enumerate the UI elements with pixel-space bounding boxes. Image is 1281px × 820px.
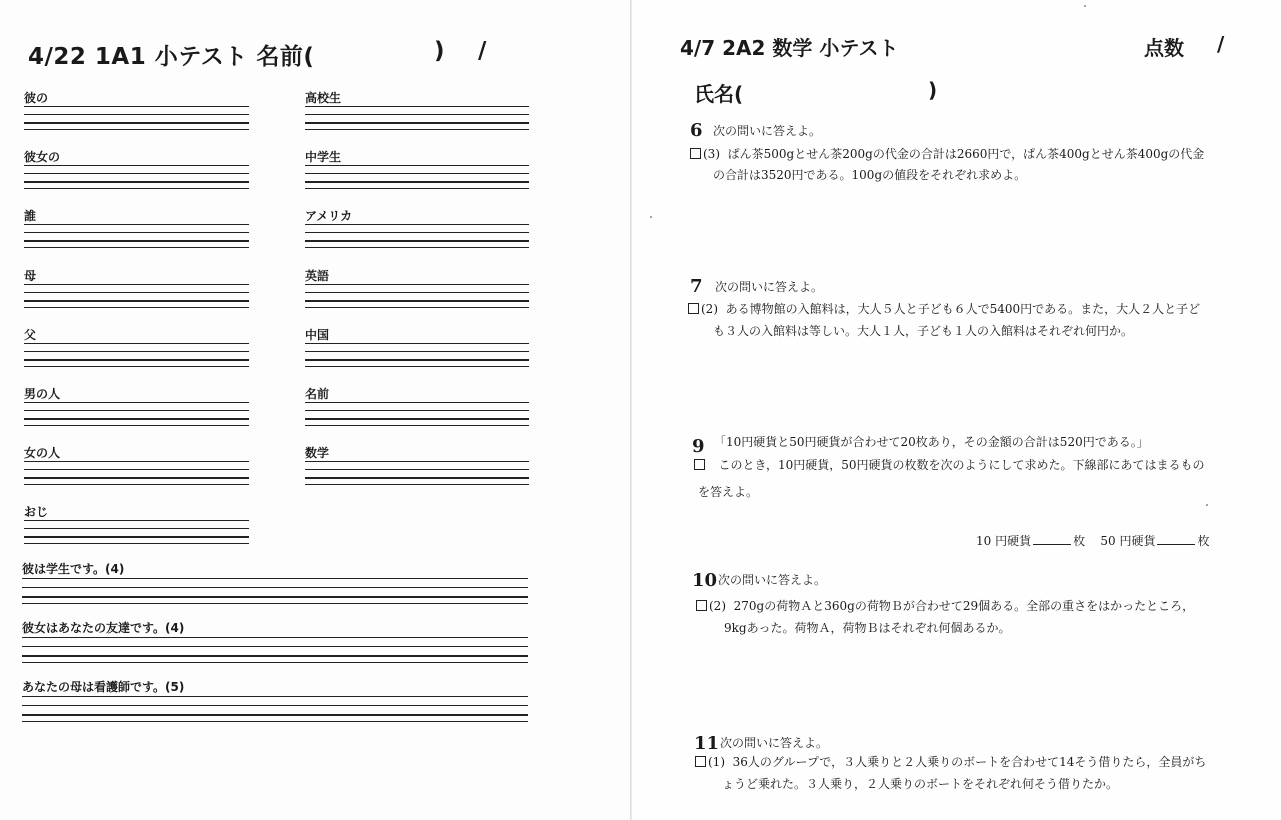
writing-line [305,300,529,302]
writing-line [22,637,528,638]
vocab-word: 彼女の [24,150,61,165]
vocab-word: 誰 [24,209,37,224]
vocab-word: アメリカ [305,209,353,224]
vocab-item [24,208,249,264]
writing-line [305,425,529,426]
writing-line [305,188,529,189]
vocab-word: 母 [24,268,37,283]
vocab-word: 彼の [24,91,49,105]
writing-line [24,173,249,174]
question-prompt: 次の問いに答えよ。 [720,736,829,750]
writing-line [22,603,528,604]
writing-line [24,484,249,485]
writing-line [24,418,249,420]
sentence-item [22,620,528,676]
writing-line [24,247,249,248]
question-text-line: このとき，10円硬貨，50円硬貨の枚数を次のようにして求めた。下線部にあてはまるもの [718,458,1205,472]
vocab-item [305,90,529,146]
question-7-body [688,299,1200,320]
writing-line [305,469,529,470]
writing-line [305,284,529,285]
question-prompt: 次の問いに答えよ。 [713,124,822,138]
writing-line [22,714,528,716]
answer-blanks [976,531,1209,552]
writing-line [305,122,529,124]
question-text-line: の合計は3520円である。100gの値段をそれぞれ求めよ。 [713,168,1027,182]
writing-lines[interactable] [305,343,529,383]
writing-line [22,655,528,657]
answer-blank-50[interactable] [1157,534,1195,545]
vocab-item [305,149,529,205]
checkbox-icon [690,148,701,159]
writing-line [24,284,249,285]
name-close-paren: ) [928,78,938,102]
writing-line [305,181,529,183]
writing-lines[interactable] [22,577,528,617]
writing-line [305,232,529,233]
writing-line [24,122,249,124]
writing-line [24,520,249,521]
vocab-item [305,445,529,501]
sentence-prompt: 彼は学生です。(4) [22,562,125,576]
writing-line [305,410,529,411]
writing-line [305,359,529,361]
writing-lines[interactable] [24,343,249,383]
writing-line [305,402,529,403]
vocab-word: 中学生 [305,150,342,165]
unit-label: 枚 [1073,534,1086,548]
writing-line [305,224,529,225]
checkbox-icon [694,459,705,470]
writing-line [24,477,249,479]
writing-lines[interactable] [305,106,529,146]
scan-speck [650,216,652,218]
question-text-line: 270gの荷物Ａと360gの荷物Ｂが合わせて29個ある。全部の重さをはかったところ， [733,599,1195,613]
writing-line [24,425,249,426]
writing-line [24,410,249,411]
question-prompt: 次の問いに答えよ。 [718,573,827,587]
writing-lines[interactable] [305,224,529,264]
writing-line [24,232,249,233]
vocab-word: 女の人 [24,446,61,461]
writing-line [305,343,529,344]
question-text-line: ぱん茶500gとせん茶200gの代金の合計は2660円で，ぱん茶400gとせん茶400gの代金 [727,147,1205,161]
writing-line [24,543,249,544]
writing-lines[interactable] [305,284,529,324]
writing-line [24,292,249,293]
writing-line [24,307,249,308]
question-10-body [696,596,1194,617]
vocab-item [24,386,249,442]
writing-lines[interactable] [24,402,249,442]
coin-50-label: 50 円硬貨 [1100,534,1156,548]
writing-lines[interactable] [24,165,249,205]
writing-line [24,240,249,242]
sub-question-number: (2) [709,599,726,613]
writing-line [24,528,249,529]
writing-line [305,129,529,130]
unit-label: 枚 [1197,534,1210,548]
writing-line [24,351,249,352]
writing-line [305,106,529,107]
writing-line [305,484,529,485]
writing-line [22,578,528,579]
vocab-item [24,90,249,146]
writing-lines[interactable] [24,520,249,560]
checkbox-icon [688,303,699,314]
writing-line [24,461,249,462]
writing-line [24,165,249,166]
coin-10-label: 10 円硬貨 [976,534,1032,548]
sentence-item [22,679,528,735]
question-number: 9 [692,436,705,457]
writing-line [24,181,249,183]
vocab-item [305,327,529,383]
writing-line [305,366,529,367]
question-text-line: ょうど乗れた。３人乗り，２人乗りのボートをそれぞれ何そう借りたか。 [722,777,1119,791]
writing-line [22,721,528,722]
writing-line [305,461,529,462]
name-close-paren: ) [434,38,446,64]
writing-line [24,402,249,403]
writing-line [24,188,249,189]
question-text-line: 「10円硬貨と50円硬貨が合わせて20枚あり，その金額の合計は520円である。」 [714,435,1149,449]
question-text-line: を答えよ。 [698,485,759,499]
writing-lines[interactable] [305,165,529,205]
vocab-item [24,504,249,560]
question-text-line: ある博物館の入館料は，大人５人と子ども６人で5400円である。また，大人２人と子ど [725,302,1201,316]
vocab-item [305,386,529,442]
score-slash: / [1217,32,1225,56]
vocab-item [24,327,249,383]
writing-lines[interactable] [22,636,528,676]
writing-lines[interactable] [305,402,529,442]
vocab-word: 名前 [305,387,330,401]
vocab-word: 数学 [305,446,330,461]
sentence-item [22,561,528,617]
scan-speck [1206,504,1208,506]
question-prompt: 次の問いに答えよ。 [715,280,824,294]
writing-lines[interactable] [24,461,249,501]
score-label: 点数 [1144,36,1184,60]
vocab-word: 英語 [305,268,330,283]
writing-line [305,292,529,293]
question-number: 10 [692,570,718,591]
writing-line [24,536,249,538]
writing-line [24,106,249,107]
writing-line [24,114,249,115]
question-11-body [695,752,1206,773]
scan-speck [1084,5,1086,7]
writing-line [305,240,529,242]
writing-lines[interactable] [305,461,529,501]
writing-line [305,351,529,352]
vocab-quiz-sheet [0,0,630,820]
sub-question-number: (1) [708,755,725,769]
question-number: 6 [690,120,703,141]
vocab-item [305,208,529,264]
vocab-item [24,149,249,205]
vocab-word: 男の人 [24,387,61,401]
question-number: 11 [694,733,720,754]
sentence-prompt: あなたの母は看護師です。(5) [22,680,185,694]
question-9-body [694,455,1205,476]
vocab-item [24,268,249,324]
writing-lines[interactable] [22,695,528,735]
math-quiz-sheet [632,0,1281,820]
writing-line [305,477,529,479]
writing-line [22,696,528,697]
sub-question-number: (2) [701,302,718,316]
sentence-prompt: 彼女はあなたの友達です。(4) [22,621,185,635]
question-text-line: 9kgあった。荷物Ａ，荷物Ｂはそれぞれ何個あるか。 [724,621,1011,635]
writing-lines[interactable] [24,106,249,146]
writing-line [24,300,249,302]
writing-line [24,224,249,225]
question-6-body [690,144,1204,165]
question-number: 7 [690,276,703,297]
vocab-word: 中国 [305,327,330,342]
checkbox-icon [696,600,707,611]
quiz-title [28,38,314,71]
writing-line [22,705,528,706]
question-text-line: 36人のグループで，３人乗りと２人乗りのボートを合わせて14そう借りたら，全員がち [732,755,1207,769]
writing-line [305,307,529,308]
score-slash: / [478,38,487,64]
name-label: 氏名( [694,82,744,106]
writing-lines[interactable] [24,284,249,324]
writing-lines[interactable] [24,224,249,264]
writing-line [22,646,528,647]
writing-line [22,587,528,588]
writing-line [24,129,249,130]
writing-line [305,114,529,115]
vocab-item [305,268,529,324]
writing-line [24,469,249,470]
math-quiz-title: 4/7 2A2 数学 小テスト [680,36,899,60]
vocab-item [24,445,249,501]
question-text-line: も３人の入館料は等しい。大人１人，子ども１人の入館料はそれぞれ何円か。 [713,324,1134,338]
quiz-title-text: 4/22 1A1 小テスト 名前( [28,44,315,70]
vocab-word: 父 [24,327,37,342]
writing-line [305,247,529,248]
writing-line [22,596,528,598]
checkbox-icon [695,756,706,767]
writing-line [305,173,529,174]
vocab-word: おじ [24,505,49,520]
answer-blank-10[interactable] [1033,534,1071,545]
writing-line [305,165,529,166]
writing-line [24,343,249,344]
writing-line [24,366,249,367]
vocab-word: 高校生 [305,91,342,105]
writing-line [22,662,528,663]
writing-line [24,359,249,361]
writing-line [305,418,529,420]
sub-question-number: (3) [703,147,720,161]
